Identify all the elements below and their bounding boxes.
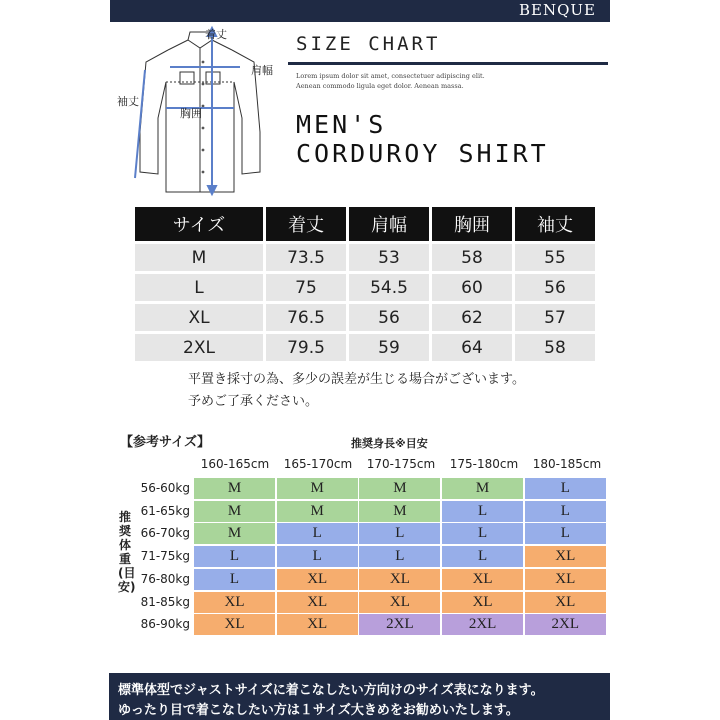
size-grid-cell: XL (442, 592, 523, 613)
size-grid-cell: L (525, 523, 606, 544)
header-size: サイズ (135, 207, 263, 241)
table-cell: 58 (432, 244, 512, 271)
size-grid-cell: XL (359, 592, 440, 613)
table-cell: 55 (515, 244, 595, 271)
table-cell: 57 (515, 304, 595, 331)
size-grid-cell: M (277, 501, 358, 522)
size-grid-cell: XL (525, 592, 606, 613)
size-grid-cell: L (194, 569, 275, 590)
diagram-length-label: 着丈 (205, 28, 227, 41)
table-cell: 58 (515, 334, 595, 361)
weight-row-header: 76-80kg (140, 571, 190, 586)
table-cell: 56 (515, 274, 595, 301)
diagram-shoulder-label: 肩幅 (251, 64, 273, 77)
size-grid-cell: 2XL (525, 614, 606, 635)
height-col-header: 175-180cm (449, 457, 519, 471)
table-cell: 53 (349, 244, 429, 271)
table-cell: 54.5 (349, 274, 429, 301)
size-grid-cell: L (359, 546, 440, 567)
table-cell: 75 (266, 274, 346, 301)
table-cell: 56 (349, 304, 429, 331)
diagram-sleeve-label: 袖丈 (117, 95, 139, 108)
footer-line-1: 標準体型でジャストサイズに着こなしたい方向けのサイズ表になります。 (118, 683, 544, 698)
size-grid-cell: L (277, 546, 358, 567)
reference-title: 【参考サイズ】 (120, 435, 210, 450)
height-label: 推奨身長※目安 (351, 437, 428, 450)
table-row (135, 304, 595, 331)
header-shoulder: 肩幅 (349, 207, 429, 241)
size-grid-cell: L (525, 501, 606, 522)
size-grid-cell: XL (277, 614, 358, 635)
size-grid-cell: XL (277, 569, 358, 590)
table-row (135, 244, 595, 271)
weight-row-header: 71-75kg (140, 549, 190, 564)
brand-logo: BENQUE (519, 1, 596, 19)
size-grid-cell: XL (194, 592, 275, 613)
table-cell: 2XL (135, 334, 263, 361)
size-grid-cell: XL (277, 592, 358, 613)
size-grid-cell: L (442, 546, 523, 567)
size-grid-cell: M (359, 478, 440, 499)
size-grid-cell: L (442, 523, 523, 544)
footer-line-2: ゆったり目で着こなしたい方は１サイズ大きめをお勧めいたします。 (118, 703, 519, 718)
product-line-1: MEN'S (296, 110, 387, 139)
lorem-line-1: Lorem ipsum dolor sit amet, consectetuer adipiscing elit. (296, 72, 485, 80)
height-col-header: 160-165cm (200, 457, 270, 471)
page-title: SIZE CHART (296, 33, 441, 55)
table-cell: M (135, 244, 263, 271)
table-cell: 60 (432, 274, 512, 301)
size-grid-cell: 2XL (359, 614, 440, 635)
weight-row-header: 56-60kg (140, 481, 190, 495)
size-grid-cell: M (194, 523, 275, 544)
size-grid-cell: XL (194, 614, 275, 635)
note-line-1: 平置き採寸の為、多少の誤差が生じる場合がございます。 (188, 372, 525, 387)
size-grid-cell: L (525, 478, 606, 499)
weight-row-header: 61-65kg (140, 503, 190, 518)
table-cell: 59 (349, 334, 429, 361)
table-cell: 73.5 (266, 244, 346, 271)
title-rule (288, 62, 608, 65)
product-line-2: CORDUROY SHIRT (296, 139, 549, 168)
diagram-chest-label: 胸囲 (180, 107, 202, 120)
size-grid-cell: M (277, 478, 358, 499)
size-grid-cell: L (277, 523, 358, 544)
size-grid-cell: XL (525, 569, 606, 590)
size-grid-cell: XL (442, 569, 523, 590)
table-row (135, 274, 595, 301)
note-line-2: 予めご了承ください。 (188, 394, 319, 409)
size-grid-cell: L (359, 523, 440, 544)
weight-row-header: 66-70kg (140, 526, 190, 541)
brand-bar (110, 0, 610, 22)
size-grid-cell: XL (359, 569, 440, 590)
size-grid-cell: M (359, 501, 440, 522)
size-grid-cell: M (194, 478, 275, 499)
table-cell: 62 (432, 304, 512, 331)
size-grid-cell: 2XL (442, 614, 523, 635)
table-cell: XL (135, 304, 263, 331)
height-col-header: 165-170cm (283, 457, 353, 471)
weight-row-header: 81-85kg (140, 594, 190, 609)
height-col-header: 170-175cm (366, 457, 436, 471)
size-grid-cell: L (194, 546, 275, 567)
table-cell: 79.5 (266, 334, 346, 361)
header-sleeve: 袖丈 (515, 207, 595, 241)
table-cell: L (135, 274, 263, 301)
height-col-header: 180-185cm (532, 457, 602, 471)
size-grid-cell: L (442, 501, 523, 522)
header-length: 着丈 (266, 207, 346, 241)
lorem-line-2: Aenean commodo ligula eget dolor. Aenean massa. (296, 82, 464, 90)
table-cell: 64 (432, 334, 512, 361)
size-grid-cell: XL (525, 546, 606, 567)
weight-row-header: 86-90kg (140, 617, 190, 632)
table-row (135, 334, 595, 361)
size-grid-cell: M (442, 478, 523, 499)
size-table (132, 204, 598, 364)
weight-label: 推奨体重(目安) (118, 510, 136, 594)
header-chest: 胸囲 (432, 207, 512, 241)
table-cell: 76.5 (266, 304, 346, 331)
size-grid-cell: M (194, 501, 275, 522)
size-table-header (135, 207, 595, 241)
